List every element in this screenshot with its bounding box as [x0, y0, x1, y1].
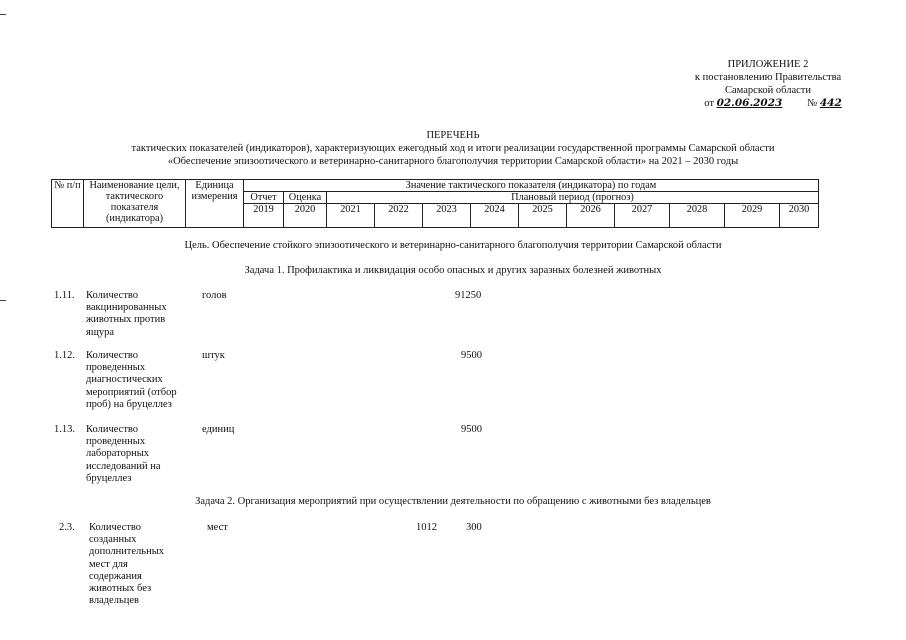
row-indicator-name: Количество созданных дополнительных мест для содержания животных без владельцев	[89, 522, 165, 607]
date-prefix: от	[704, 98, 714, 109]
row-indicator-name: Количество проведенных лабораторных исследований на бруцеллез	[86, 424, 161, 484]
row-number: 1.12.	[54, 350, 75, 361]
handwritten-date: 02.06.2023	[716, 97, 783, 109]
appendix-decree: к постановлению Правительства	[694, 72, 842, 83]
row-number: 1.11.	[54, 290, 75, 301]
header-year: 2027	[615, 204, 670, 228]
row-unit: мест	[207, 522, 228, 533]
row-unit: единиц	[202, 424, 235, 435]
row-value-2023: 9500	[461, 350, 482, 361]
indicators-table-header	[51, 179, 819, 228]
header-year: 2024	[471, 204, 519, 228]
header-year: 2025	[519, 204, 567, 228]
header-year: 2021	[327, 204, 375, 228]
document-subtitle-line1: тактических показателей (индикаторов), характеризующих ежегодный ход и итоги реализации государственной программы Самарской области	[131, 143, 775, 154]
header-year: 2026	[567, 204, 615, 228]
header-year: 2028	[670, 204, 725, 228]
header-planned: Плановый период (прогноз)	[327, 192, 819, 204]
header-year: 2029	[725, 204, 780, 228]
row-unit: голов	[202, 290, 227, 301]
header-values-group: Значение тактического показателя (индикатора) по годам	[244, 180, 819, 192]
header-report: Отчет	[244, 192, 284, 204]
header-year: 2019	[244, 204, 284, 228]
scan-edge-mark	[0, 300, 6, 301]
row-value-2023: 300	[466, 522, 482, 533]
handwritten-number: 442	[819, 97, 842, 109]
task-2-heading: Задача 2. Организация мероприятий при осуществлении деятельности по обращению с животными без владельцев	[195, 496, 711, 507]
appendix-region: Самарской области	[725, 85, 811, 96]
scan-edge-mark	[0, 14, 6, 15]
header-year: 2030	[780, 204, 819, 228]
document-heading: ПЕРЕЧЕНЬ	[426, 130, 480, 141]
appendix-title: ПРИЛОЖЕНИЕ 2	[727, 59, 809, 70]
row-value-2023: 91250	[455, 290, 482, 301]
header-year: 2022	[375, 204, 423, 228]
document-subtitle-line2: «Обеспечение эпизоотического и ветеринарно-санитарного благополучия территории Самарской области» на 2021 – 2030 годы	[167, 156, 739, 167]
row-indicator-name: Количество проведенных диагностических мероприятий (отбор проб) на бруцеллез	[86, 350, 177, 410]
row-indicator-name: Количество вакцинированных животных против ящура	[86, 290, 167, 338]
row-unit: штук	[202, 350, 225, 361]
task-1-heading: Задача 1. Профилактика и ликвидация особо опасных и других заразных болезней животных	[244, 265, 662, 276]
header-unit: Единица измерения	[186, 180, 244, 228]
header-year: 2020	[284, 204, 327, 228]
row-number: 1.13.	[54, 424, 75, 435]
appendix-block	[688, 58, 848, 110]
row-value-2022: 1012	[416, 522, 437, 533]
row-number: 2.3.	[59, 522, 75, 533]
header-name: Наименование цели, тактического показателя (индикатора)	[84, 180, 186, 228]
number-prefix: №	[807, 98, 818, 109]
goal-text: Цель. Обеспечение стойкого эпизоотического и ветеринарно-санитарного благополучия территории Самарской области	[184, 240, 722, 251]
header-year: 2023	[423, 204, 471, 228]
appendix-date-line	[698, 97, 848, 110]
header-num: № п/п	[52, 180, 84, 228]
header-estimate: Оценка	[284, 192, 327, 204]
row-value-2023: 9500	[461, 424, 482, 435]
